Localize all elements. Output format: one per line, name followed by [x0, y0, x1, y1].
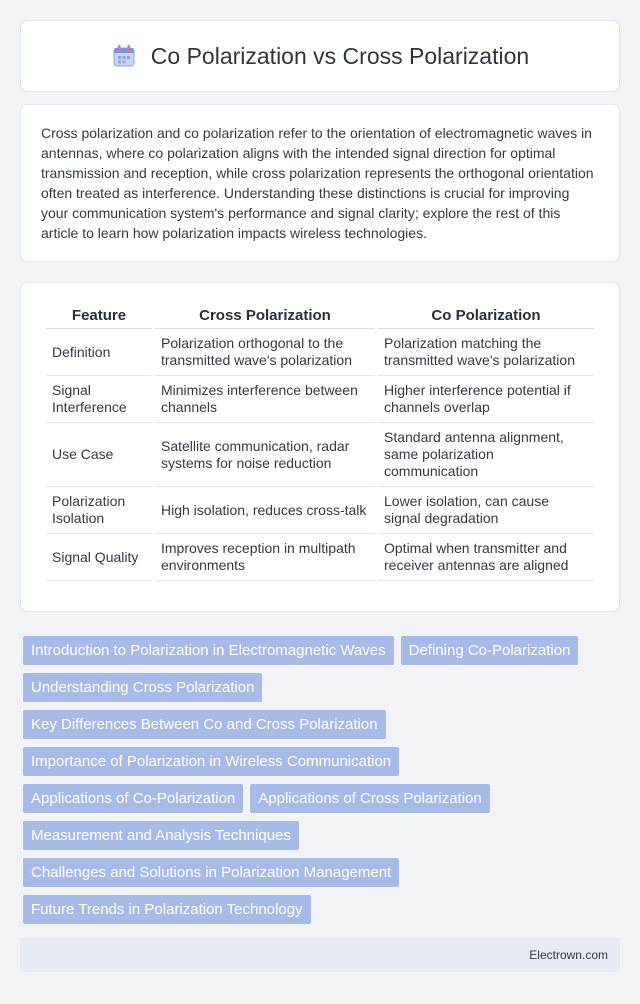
tag-applications-of-co-polarization[interactable]: Applications of Co-Polarization [23, 784, 243, 813]
table-row [46, 376, 594, 423]
table-cell: Signal Interference [46, 376, 152, 423]
table-row [46, 423, 594, 487]
table-row [46, 487, 594, 534]
tag-understanding-cross-polarization[interactable]: Understanding Cross Polarization [23, 673, 262, 702]
table-cell: Satellite communication, radar systems for noise reduction [155, 423, 375, 487]
table-cell: Polarization matching the transmitted wave's polarization [378, 329, 594, 376]
tag-introduction-to-polarization[interactable]: Introduction to Polarization in Electromagnetic Waves [23, 636, 394, 665]
tag-future-trends[interactable]: Future Trends in Polarization Technology [23, 895, 311, 924]
tag-measurement-and-analysis[interactable]: Measurement and Analysis Techniques [23, 821, 299, 850]
table-header-row [46, 301, 594, 329]
table-cell: Polarization Isolation [46, 487, 152, 534]
comparison-table-card [20, 282, 620, 612]
header-co-polarization: Co Polarization [378, 301, 594, 329]
comparison-table [43, 301, 597, 581]
table-cell: Signal Quality [46, 534, 152, 581]
calendar-icon [111, 43, 137, 69]
footer-brand: Electrown.com [529, 948, 608, 962]
page-title: Co Polarization vs Cross Polarization [150, 42, 530, 69]
table-cell: Standard antenna alignment, same polarization communication [378, 423, 594, 487]
header-cross-polarization: Cross Polarization [155, 301, 375, 329]
table-cell: Definition [46, 329, 152, 376]
tag-importance-of-polarization[interactable]: Importance of Polarization in Wireless Communication [23, 747, 399, 776]
tag-challenges-and-solutions[interactable]: Challenges and Solutions in Polarization Management [23, 858, 399, 887]
table-cell: Lower isolation, can cause signal degradation [378, 487, 594, 534]
table-cell: Minimizes interference between channels [155, 376, 375, 423]
intro-paragraph: Cross polarization and co polarization refer to the orientation of electromagnetic waves in antennas, where co polarization aligns with the intended signal direction for optimal transmission and reception, while cross polarization represents the orthogonal orientation often treated as interference. Understanding these distinctions is crucial for improving your communication system's performance and signal clarity; explore the rest of this article to learn how polarization impacts wireless technologies. [41, 125, 594, 241]
topic-tags [20, 636, 620, 924]
header-feature: Feature [46, 301, 152, 329]
tag-defining-co-polarization[interactable]: Defining Co-Polarization [401, 636, 579, 665]
table-row [46, 329, 594, 376]
title-card [20, 20, 620, 92]
table-cell: Optimal when transmitter and receiver antennas are aligned [378, 534, 594, 581]
table-cell: Improves reception in multipath environments [155, 534, 375, 581]
footer [20, 938, 620, 972]
tag-applications-of-cross-polarization[interactable]: Applications of Cross Polarization [250, 784, 489, 813]
table-cell: Higher interference potential if channels overlap [378, 376, 594, 423]
intro-card [20, 104, 620, 262]
tag-key-differences[interactable]: Key Differences Between Co and Cross Polarization [23, 710, 386, 739]
table-cell: Polarization orthogonal to the transmitted wave's polarization [155, 329, 375, 376]
table-cell: High isolation, reduces cross-talk [155, 487, 375, 534]
table-cell: Use Case [46, 423, 152, 487]
table-row [46, 534, 594, 581]
